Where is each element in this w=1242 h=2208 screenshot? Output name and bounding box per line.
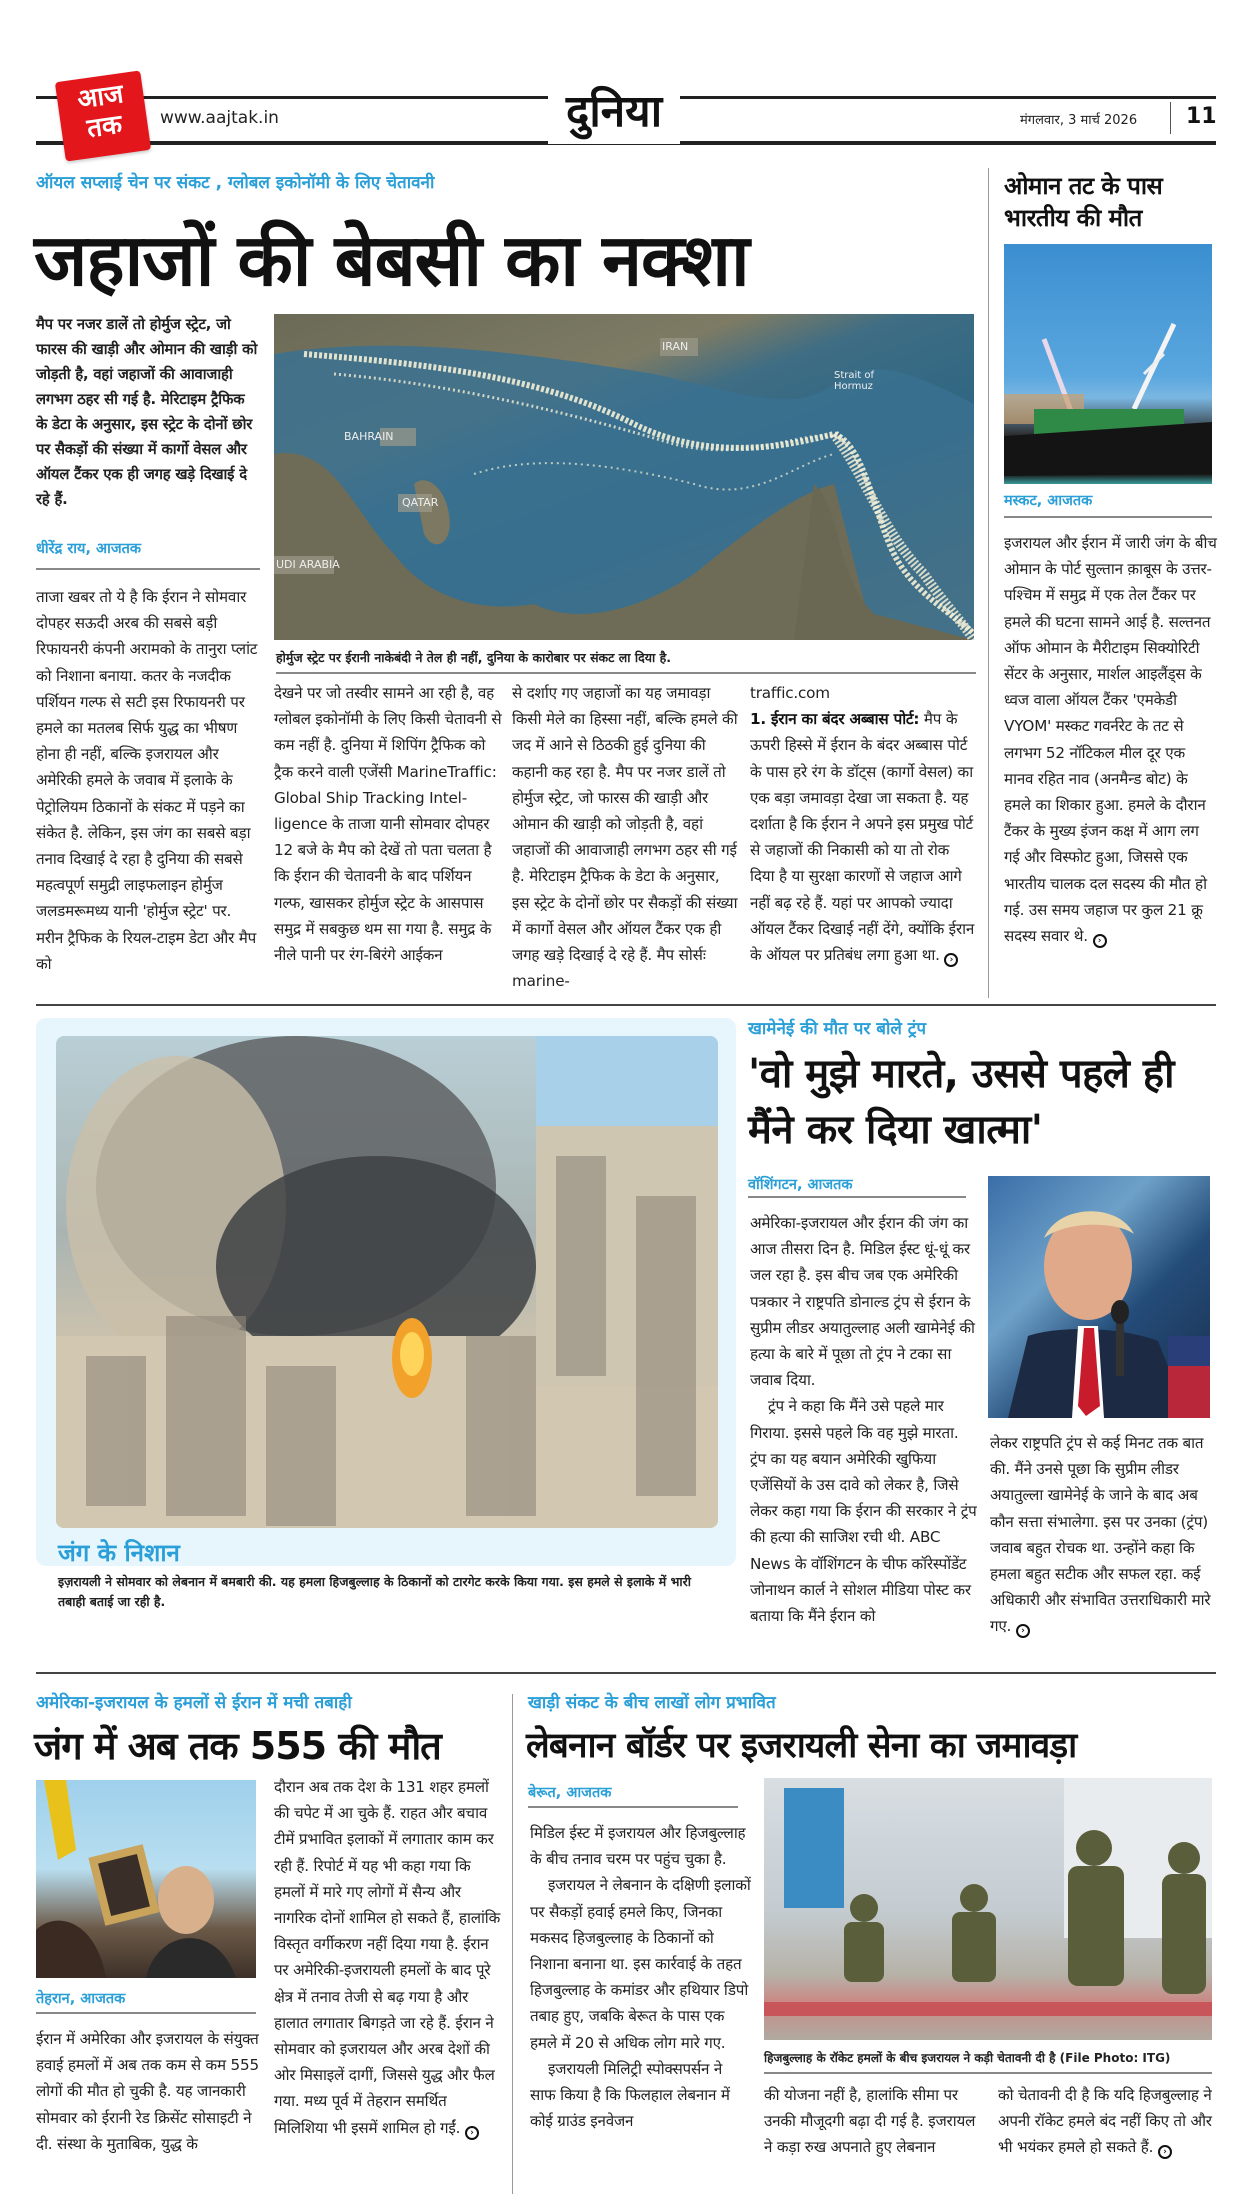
lead-col-3: से दर्शाए गए जहाजों का यह जमावड़ा किसी मेले का हिस्सा नहीं, बल्कि हमले की जद में आने से ठिठकी हुई दुनिया की कहानी कह रहा है. मैप पर नजर डालें तो होर्मुज स्ट्रेट, जो फारस की खाड़ी और ओमान की खाड़ी को जोड़ती है, वहां जहाजों की आवाजाही लगभग ठहर सी गई है. मेरिटाइम ट्रैफिक के डेटा के अनुसार, इस स्ट्रेट के दोनों छोर पर सैकड़ों की संख्या में कार्गो वेसल और ऑयल टैंकर एक ही जगह खड़े दिखाई दे रहे हैं. मैप सोर्सः marine-	[512, 684, 738, 991]
photo-feature-caption: इज़रायली ने सोमवार को लेबनान में बमबारी की. यह हमला हिजबुल्लाह के ठिकानों को टारगेट करके किया गया. इस हमले से इलाके में भारी तबाही बताई जा रही है.	[58, 1574, 691, 1609]
map-graphic	[274, 314, 974, 640]
read-more-icon[interactable]: ›	[1093, 934, 1107, 948]
logo-top-text: आज	[75, 79, 126, 116]
lebanon-byline: बेरूत, आजतक	[528, 1785, 612, 1801]
iran-deaths-byline-rule	[36, 2012, 256, 2014]
iran-deaths-col-1: ईरान में अमेरिका और इजरायल के संयुक्त हवाई हमलों में अब तक कम से कम 555 लोगों की मौत हो चुकी है. यह जानकारी सोमवार को ईरानी रेड क्रिसेंट सोसाइटी ने दी. संस्था के मुताबिक, युद्ध के	[36, 2030, 259, 2153]
lebanon-col-3	[998, 2082, 1214, 2161]
map-caption-rule	[276, 672, 976, 674]
oman-headline: ओमान तट के पास भारतीय की मौत	[1004, 172, 1163, 232]
lebanon-col-1-p3: इजरायली मिलिट्री स्पोक्सपर्सन ने साफ किया है कि फिलहाल लेबनान में कोई ग्राउंड इनवेजन	[530, 2059, 730, 2131]
protest-graphic	[36, 1780, 256, 1978]
lead-col-4-lead: traffic.com	[750, 684, 830, 702]
smoke-city-graphic	[56, 1036, 718, 1528]
trump-byline: वॉशिंगटन, आजतक	[748, 1177, 853, 1193]
iran-deaths-byline: तेहरान, आजतक	[36, 1991, 126, 2007]
lead-col-4-text: मैप के ऊपरी हिस्से में ईरान के बंदर अब्बास पोर्ट के पास हरे रंग के डॉट्स (कार्गो वेसल) का एक बड़ा जमावड़ा देखा जा सकता है. यह दर्शाता है कि ईरान ने अपने इस प्रमुख पोर्ट से जहाजों की निकासी को या तो रोक दिया है या सुरक्षा कारणों से जहाज आगे नहीं बढ़ रहे हैं. यहां पर आपको ज्यादा ऑयल टैंकर दिखाई नहीं देंगे, क्योंकि ईरान के ऑयल पर प्रतिबंध लगा हुआ था.	[750, 710, 975, 965]
trump-kicker: खामेनेई की मौत पर बोले ट्रंप	[748, 1019, 927, 1039]
bottom-column-divider	[512, 1694, 513, 2194]
lebanon-col-2: की योजना नहीं है, हालांकि सीमा पर उनकी मौजूदगी बढ़ा दी गई है. इजरायल ने कड़ा रुख अपनाते हुए लेबनान	[764, 2086, 976, 2157]
map-label-hormuz: Strait of Hormuz	[834, 370, 875, 392]
website-url[interactable]: www.aajtak.in	[160, 108, 279, 128]
trump-col-1	[750, 1210, 978, 1629]
photo-feature-title: जंग के निशान	[58, 1539, 180, 1567]
lebanon-caption-rule	[764, 2072, 1212, 2074]
lebanon-kicker: खाड़ी संकट के बीच लाखों लोग प्रभावित	[528, 1693, 776, 1713]
edition-date: मंगलवार, 3 मार्च 2026	[1020, 113, 1138, 128]
page-number: 11	[1186, 104, 1217, 129]
lead-col-4	[750, 680, 976, 968]
section-divider-1	[36, 1004, 1216, 1006]
lebanon-col-1-p2: इजरायल ने लेबनान के दक्षिणी इलाकों पर सैकड़ों हवाई हमले किए, जिनका मकसद हिजबुल्लाह के ठिकानों को निशाना बनाना था. इस कार्रवाई के तहत हिजबुल्लाह के कमांडर और हथियार डिपो तबाह हुए, जबकि बेरूत के पास एक हमले में 20 से अधिक लोग मारे गए.	[530, 1876, 751, 2052]
trump-col-1-p1: अमेरिका-इजरायल और ईरान की जंग का आज तीसरा दिन है. मिडिल ईस्ट धूं-धूं कर जल रहा है. इस बीच जब एक अमेरिकी पत्रकार ने राष्ट्रपति डोनाल्ड ट्रंप से ईरान के सुप्रीम लीडर अयातुल्लाह अली खामेनेई की हत्या के बारे में पूछा तो ट्रंप ने टका सा जवाब दिया.	[750, 1214, 975, 1390]
lead-col-4-subhead: 1. ईरान का बंदर अब्बास पोर्ट:	[750, 710, 920, 729]
oman-body-text: इजरायल और ईरान में जारी जंग के बीच ओमान के पोर्ट सुल्तान क़ाबूस के उत्तर-पश्चिम में समुद्र में एक तेल टैंकर पर हमले की घटना सामने आई है. सल्तनत ऑफ ओमान के मैरीटाइम सिक्योरिटी सेंटर के अनुसार, मार्शल आइलैंड्स के ध्वज वाला ऑयल टैंकर 'एमकेडी VYOM' मस्कट गवर्नरेट के तट से लगभग 52 नॉटिकल मील दूर एक मानव रहित नाव (अनमैन्ड बोट) के हमले का शिकार हुआ. हमले के दौरान टैंकर के मुख्य इंजन कक्ष में आग लग गई और विस्फोट हुआ, जिससे एक भारतीय चालक दल सदस्य की मौत हो गई. उस समय जहाज पर कुल 21 क्रू सदस्य सवार थे.	[1004, 534, 1217, 946]
trump-photo[interactable]	[988, 1176, 1210, 1418]
lead-intro: मैप पर नजर डालें तो होर्मुज स्ट्रेट, जो फारस की खाड़ी और ओमान की खाड़ी को जोड़ती है, वहां जहाजों की आवाजाही लगभग ठहर सी गई है. मेरिटाइम ट्रैफिक के डेटा के अनुसार, इस स्ट्रेट के दोनों छोर पर सैकड़ों की संख्या में कार्गो वेसल और ऑयल टैंकर एक ही जगह खड़े दिखाई दे रहे हैं.	[36, 316, 258, 508]
lebanon-col-3-text: को चेतावनी दी है कि यदि हिजबुल्लाह ने अपनी रॉकेट हमले बंद नहीं किए तो और भी भयंकर हमले हो सकते हैं.	[998, 2086, 1212, 2157]
section-title: दुनिया	[548, 80, 680, 144]
trump-byline-rule	[748, 1196, 966, 1198]
lead-byline-rule	[36, 568, 260, 570]
soldiers-graphic	[764, 1778, 1212, 2040]
portrait-graphic	[988, 1176, 1210, 1418]
aajtak-logo[interactable]	[55, 70, 151, 161]
oman-body	[1004, 530, 1218, 949]
lebanon-byline-rule	[528, 1806, 738, 1808]
logo-bottom-text: तक	[85, 109, 124, 145]
lebanon-strike-image[interactable]	[56, 1036, 718, 1528]
lebanon-photo-caption: हिजबुल्लाह के रॉकेट हमलों के बीच इजरायल ने कड़ी चेतावनी दी है (File Photo: ITG)	[764, 2051, 1171, 2065]
lead-col-1: ताजा खबर तो ये है कि ईरान ने सोमवार दोपहर सऊदी अरब की सबसे बड़ी रिफायनरी कंपनी अरामको के तानुरा प्लांट को निशाना बनाया. कतर के नजदीक पर्शियन गल्फ से सटी इस रिफायनरी पर हमले का मतलब सिर्फ युद्ध का भीषण होना ही नहीं, बल्कि इजरायल और अमेरिकी हमले के जवाब में इलाके के पेट्रोलियम ठिकानों के संकट में पड़ने का संकेत है. लेकिन, इस जंग का सबसे बड़ा तनाव दिखाई दे रहा है दुनिया की सबसे महत्वपूर्ण समुद्री लाइफलाइन होर्मुज जलडमरूमध्य यानी 'होर्मुज स्ट्रेट' पर. मरीन ट्रैफिक के रियल-टाइम डेटा और मैप को	[36, 588, 258, 973]
iran-deaths-headline: जंग में अब तक 555 की मौत	[34, 1724, 441, 1768]
map-label-saudi: UDI ARABIA	[276, 558, 340, 571]
oman-tanker-image[interactable]	[1004, 244, 1212, 484]
lebanon-col-1-p1: मिडिल ईस्ट में इजरायल और हिजबुल्लाह के बीच तनाव चरम पर पहुंच चुका है.	[530, 1824, 746, 1869]
israeli-soldiers-image[interactable]	[764, 1778, 1212, 2040]
map-label-bahrain: BAHRAIN	[344, 430, 394, 443]
trump-col-2-text: लेकर राष्ट्रपति ट्रंप से कई मिनट तक बात की. मैंने उनसे पूछा कि सुप्रीम लीडर अयातुल्ला खामेनेई के जाने के बाद अब कौन सत्ता संभालेगा. इस पर उनका (ट्रंप) जवाब बहुत रोचक था. उन्होंने कहा कि हमला बहुत सटीक और सफल रहा. कई अधिकारी और संभावित उत्तराधिकारी मारे गए.	[990, 1434, 1211, 1636]
lebanon-col-1	[530, 1820, 752, 2134]
read-more-icon[interactable]: ›	[1158, 2145, 1172, 2159]
section-divider-2	[36, 1672, 1216, 1674]
trump-col-1-p2: ट्रंप ने कहा कि मैंने उसे पहले मार गिराया. इससे पहले कि वह मुझे मारता. ट्रंप का यह बयान अमेरिकी खुफिया एजेंसियों के उस दावे को लेकर है, जिसे लेकर कहा गया कि ईरान की सरकार ने ट्रंप की हत्या की साजिश रची थी. ABC News के वॉशिंगटन के चीफ कॉरेस्पोंडेंट जोनाथन कार्ल ने सोशल मीडिया पोस्ट कर बताया कि मैंने ईरान को	[750, 1397, 977, 1626]
lead-col-2: देखने पर जो तस्वीर सामने आ रही है, वह ग्लोबल इकोनॉमी के लिए किसी चेतावनी से कम नहीं है. दुनिया में शिपिंग ट्रैफिक को ट्रैक करने वाली एजेंसी MarineTraffic: Global Ship Tracking Intel-ligence के ताजा यानी सोमवार दोपहर 12 बजे के मैप को देखें तो पता चलता है कि ईरान की चेतावनी के बाद पर्शियन गल्फ, खासकर होर्मुज स्ट्रेट के आसपास समुद्र में सबकुछ थम सा गया है. समुद्र के नीले पानी पर रंग-बिरंगे आईकन	[274, 684, 502, 965]
ship-graphic	[1004, 244, 1212, 484]
lead-byline: धीरेंद्र राय, आजतक	[36, 541, 141, 557]
iran-deaths-col-2-text: दौरान अब तक देश के 131 शहर हमलों की चपेट में आ चुके हैं. राहत और बचाव टीमें प्रभावित इलाकों में लगातार काम कर रही हैं. रिपोर्ट में यह भी कहा गया कि हमलों में मारे गए लोगों में सैन्य और नागरिक दोनों शामिल हो सकते हैं, हालांकि विस्तृत वर्गीकरण नहीं दिया गया है. ईरान पर अमेरिकी-इजरायली हमलों के बाद पूरे क्षेत्र में तनाव तेजी से बढ़ गया है और हालात लगातार बिगड़ते जा रहे हैं. ईरान ने सोमवार को इजरायल और अरब देशों की ओर मिसाइलें दागीं, जिससे युद्ध और फैल गया. मध्य पूर्व में तेहरान समर्थित मिलिशिया भी इसमें शामिल हो गईं.	[274, 1778, 501, 2137]
oman-byline: मस्कट, आजतक	[1004, 493, 1093, 509]
lead-headline: जहाजों की बेबसी का नक्शा	[34, 218, 749, 302]
trump-col-2	[990, 1430, 1216, 1640]
read-more-icon[interactable]: ›	[1016, 1624, 1030, 1638]
right-column-divider	[988, 168, 989, 998]
iran-deaths-kicker: अमेरिका-इजरायल के हमलों से ईरान में मची तबाही	[36, 1693, 352, 1713]
oman-byline-rule	[1004, 516, 1212, 518]
lead-kicker: ऑयल सप्लाई चेन पर संकट , ग्लोबल इकोनॉमी के लिए चेतावनी	[36, 173, 435, 193]
map-label-qatar: QATAR	[402, 496, 439, 509]
trump-headline: 'वो मुझे मारते, उससे पहले ही मैंने कर दिया खात्मा'	[748, 1051, 1174, 1153]
map-caption: होर्मुज स्ट्रेट पर ईरानी नाकेबंदी ने तेल ही नहीं, दुनिया के कारोबार पर संकट ला दिया है.	[276, 650, 671, 665]
read-more-icon[interactable]: ›	[944, 953, 958, 967]
lebanon-headline: लेबनान बॉर्डर पर इजरायली सेना का जमावड़ा	[526, 1726, 1077, 1766]
read-more-icon[interactable]: ›	[465, 2126, 479, 2140]
map-label-iran: IRAN	[662, 340, 689, 353]
date-divider	[1170, 102, 1171, 134]
hormuz-map-image[interactable]	[274, 314, 974, 640]
iran-deaths-col-2	[274, 1774, 502, 2141]
iran-protest-image[interactable]	[36, 1780, 256, 1978]
